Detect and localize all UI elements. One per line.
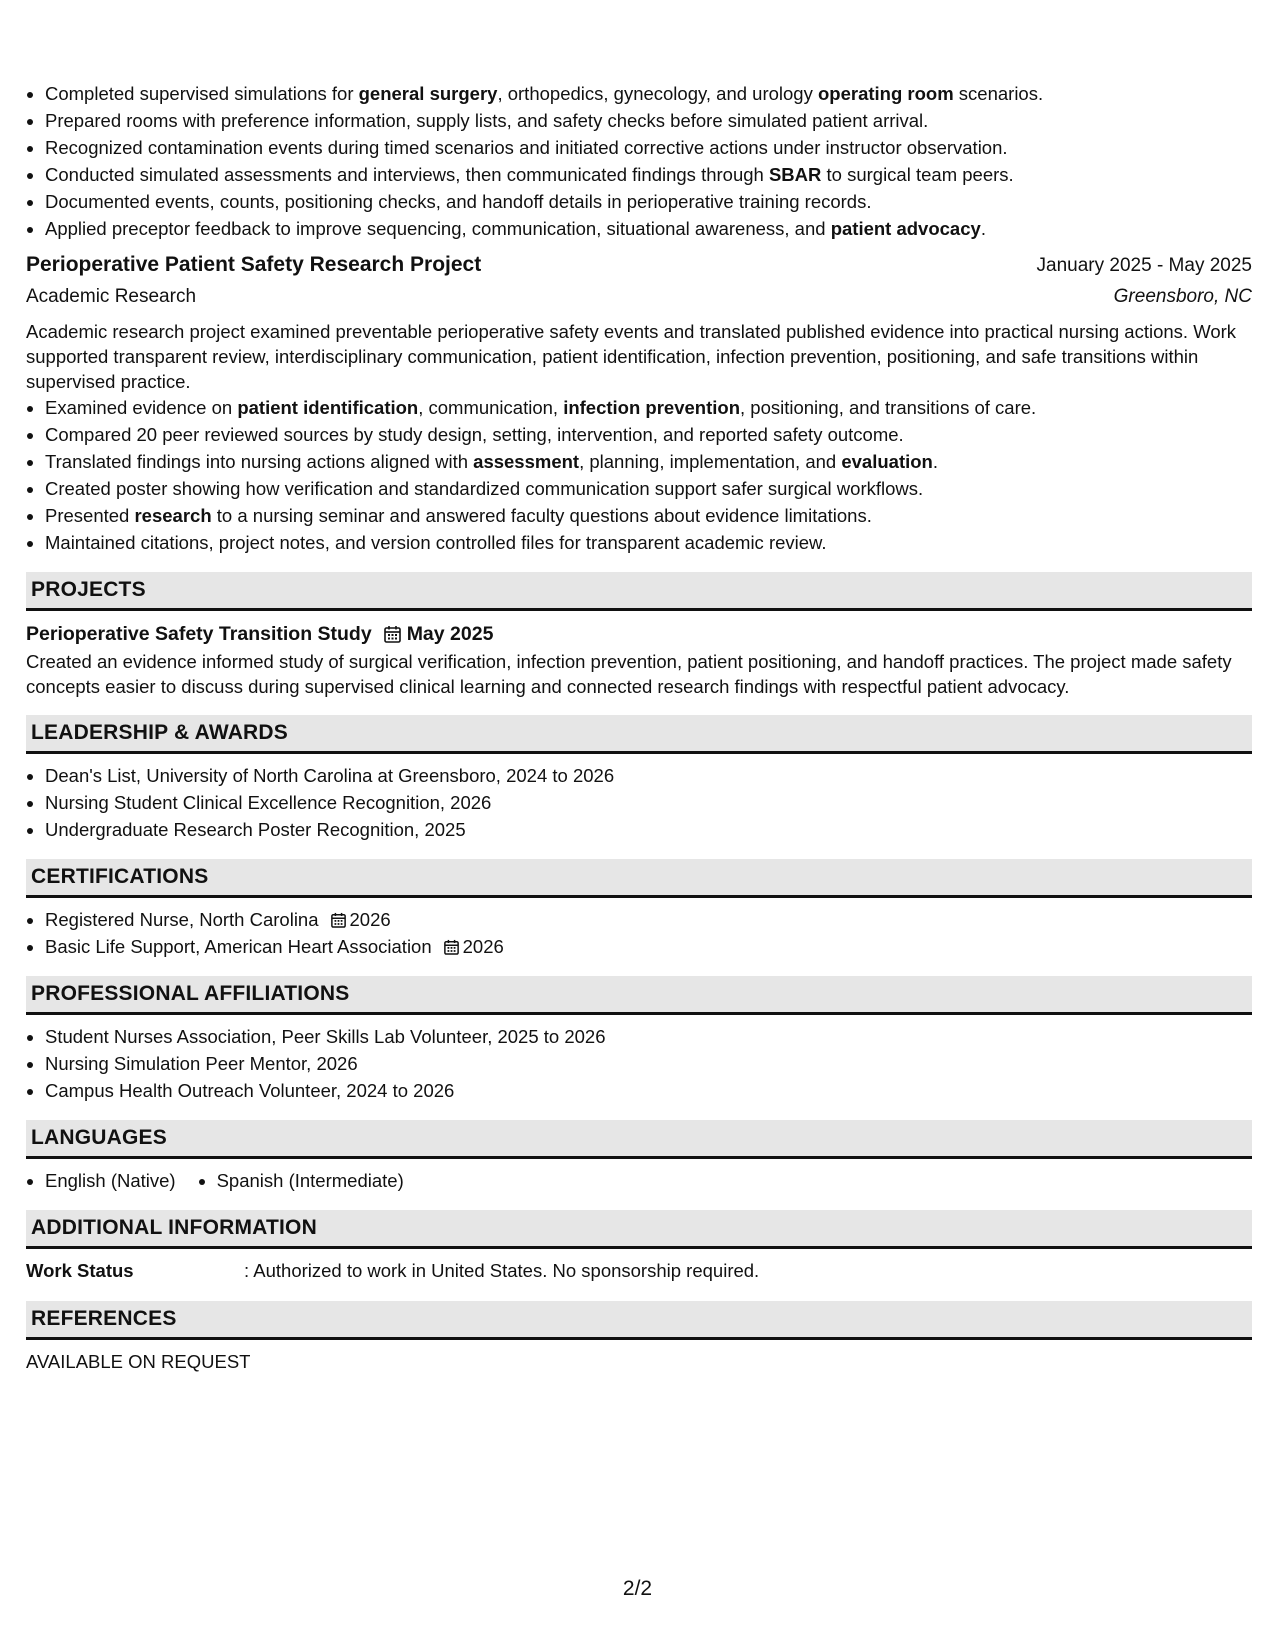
bold-keyword: infection prevention [563, 397, 740, 418]
list-item: • Undergraduate Research Poster Recognition, 2025 [45, 816, 1252, 843]
work-status-value: : Authorized to work in United States. No sponsorship required. [244, 1260, 760, 1281]
research-dates: January 2025 - May 2025 [1036, 255, 1252, 276]
languages-list [26, 1167, 1252, 1194]
work-status-row [26, 1257, 1252, 1285]
bold-keyword: evaluation [841, 451, 933, 472]
work-status-label: Work Status [26, 1260, 134, 1281]
project-title: Perioperative Safety Transition Study [26, 623, 372, 645]
language-item: • English (Native) [45, 1167, 176, 1194]
experience-bullet-list [26, 80, 1252, 242]
resume-page [26, 80, 1252, 1375]
calendar-icon [444, 939, 459, 955]
references-section-header [26, 1301, 1252, 1340]
page-number: 2/2 [622, 1577, 653, 1600]
references-text: AVAILABLE ON REQUEST [26, 1351, 251, 1372]
certifications-list [26, 906, 1252, 960]
bold-keyword: operating room [817, 83, 954, 104]
experience-bullet: • Completed supervised simulations for general surgery, orthopedics, gynecology, and urology operating room scenarios. [45, 80, 1252, 107]
list-item: • Dean's List, University of North Carolina at Greensboro, 2024 to 2026 [45, 762, 1252, 789]
research-bullet: • Maintained citations, project notes, and version controlled files for transparent academic review. [45, 529, 1252, 556]
leadership-section-header [26, 715, 1252, 754]
language-group [198, 1167, 404, 1194]
certification-year: 2026 [349, 909, 391, 930]
list-item: • Student Nurses Association, Peer Skills Lab Volunteer, 2025 to 2026 [45, 1023, 1252, 1050]
research-role-header [26, 250, 1252, 281]
research-bullet: • Compared 20 peer reviewed sources by study design, setting, intervention, and reported safety outcome. [45, 421, 1252, 448]
project-description: Created an evidence informed study of surgical verification, infection prevention, patient positioning, and handoff practices. The project made safety concepts easier to discuss during supervised clinical learning and connected research findings with respectful patient advocacy. [26, 651, 1232, 697]
certification-name: Basic Life Support, American Heart Association [45, 936, 432, 957]
leadership-list [26, 762, 1252, 843]
certifications-section-header [26, 859, 1252, 898]
bold-keyword: SBAR [768, 164, 822, 185]
research-summary: Academic research project examined preventable perioperative safety events and translated published evidence into practical nursing actions. Work supported transparent review, interdisciplinary communication, patient identification, infection prevention, positioning, and safe transitions within supervised practice. [26, 321, 1237, 392]
experience-bullet: • Documented events, counts, positioning checks, and handoff details in perioperative training records. [45, 188, 1252, 215]
language-item: • Spanish (Intermediate) [217, 1167, 404, 1194]
section-title: ADDITIONAL INFORMATION [31, 1216, 317, 1239]
research-bullet: • Created poster showing how verification and standardized communication support safer surgical workflows. [45, 475, 1252, 502]
bold-keyword: patient advocacy [830, 218, 981, 239]
language-group [26, 1167, 176, 1194]
projects-section-header [26, 572, 1252, 611]
experience-bullet: • Conducted simulated assessments and interviews, then communicated findings through SBAR to surgical team peers. [45, 161, 1252, 188]
affiliations-section-header [26, 976, 1252, 1015]
bold-keyword: research [134, 505, 212, 526]
project-header [26, 619, 1252, 649]
research-organization: Academic Research [26, 286, 197, 307]
certification-name: Registered Nurse, North Carolina [45, 909, 319, 930]
research-bullet: • Translated findings into nursing actions aligned with assessment, planning, implementation, and evaluation. [45, 448, 1252, 475]
research-location: Greensboro, NC [1113, 286, 1252, 307]
section-title: CERTIFICATIONS [31, 865, 209, 888]
experience-bullet: • Applied preceptor feedback to improve sequencing, communication, situational awareness, and patient advocacy. [45, 215, 1252, 242]
section-title: PROJECTS [31, 578, 146, 601]
calendar-icon [384, 625, 401, 643]
languages-section-header [26, 1120, 1252, 1159]
certification-item [45, 906, 1252, 933]
affiliations-list [26, 1023, 1252, 1104]
bold-keyword: patient identification [237, 397, 419, 418]
research-role-subheader [26, 283, 1252, 311]
experience-bullet: • Prepared rooms with preference information, supply lists, and safety checks before simulated patient arrival. [45, 107, 1252, 134]
experience-bullet: • Recognized contamination events during timed scenarios and initiated corrective actions under instructor observation. [45, 134, 1252, 161]
research-bullet-list [26, 394, 1252, 556]
additional-section-header [26, 1210, 1252, 1249]
bold-keyword: assessment [473, 451, 580, 472]
section-title: LEADERSHIP & AWARDS [31, 721, 288, 744]
bold-keyword: general surgery [358, 83, 498, 104]
calendar-icon [331, 912, 346, 928]
certification-year: 2026 [462, 936, 504, 957]
list-item: • Nursing Simulation Peer Mentor, 2026 [45, 1050, 1252, 1077]
research-bullet: • Presented research to a nursing seminar and answered faculty questions about evidence limitations. [45, 502, 1252, 529]
section-title: LANGUAGES [31, 1126, 167, 1149]
list-item: • Campus Health Outreach Volunteer, 2024 to 2026 [45, 1077, 1252, 1104]
section-title: REFERENCES [31, 1307, 177, 1330]
research-bullet: • Examined evidence on patient identification, communication, infection prevention, positioning, and transitions of care. [45, 394, 1252, 421]
research-title: Perioperative Patient Safety Research Project [26, 253, 482, 276]
section-title: PROFESSIONAL AFFILIATIONS [31, 982, 350, 1005]
list-item: • Nursing Student Clinical Excellence Recognition, 2026 [45, 789, 1252, 816]
project-date: May 2025 [406, 623, 494, 645]
certification-item [45, 933, 1252, 960]
